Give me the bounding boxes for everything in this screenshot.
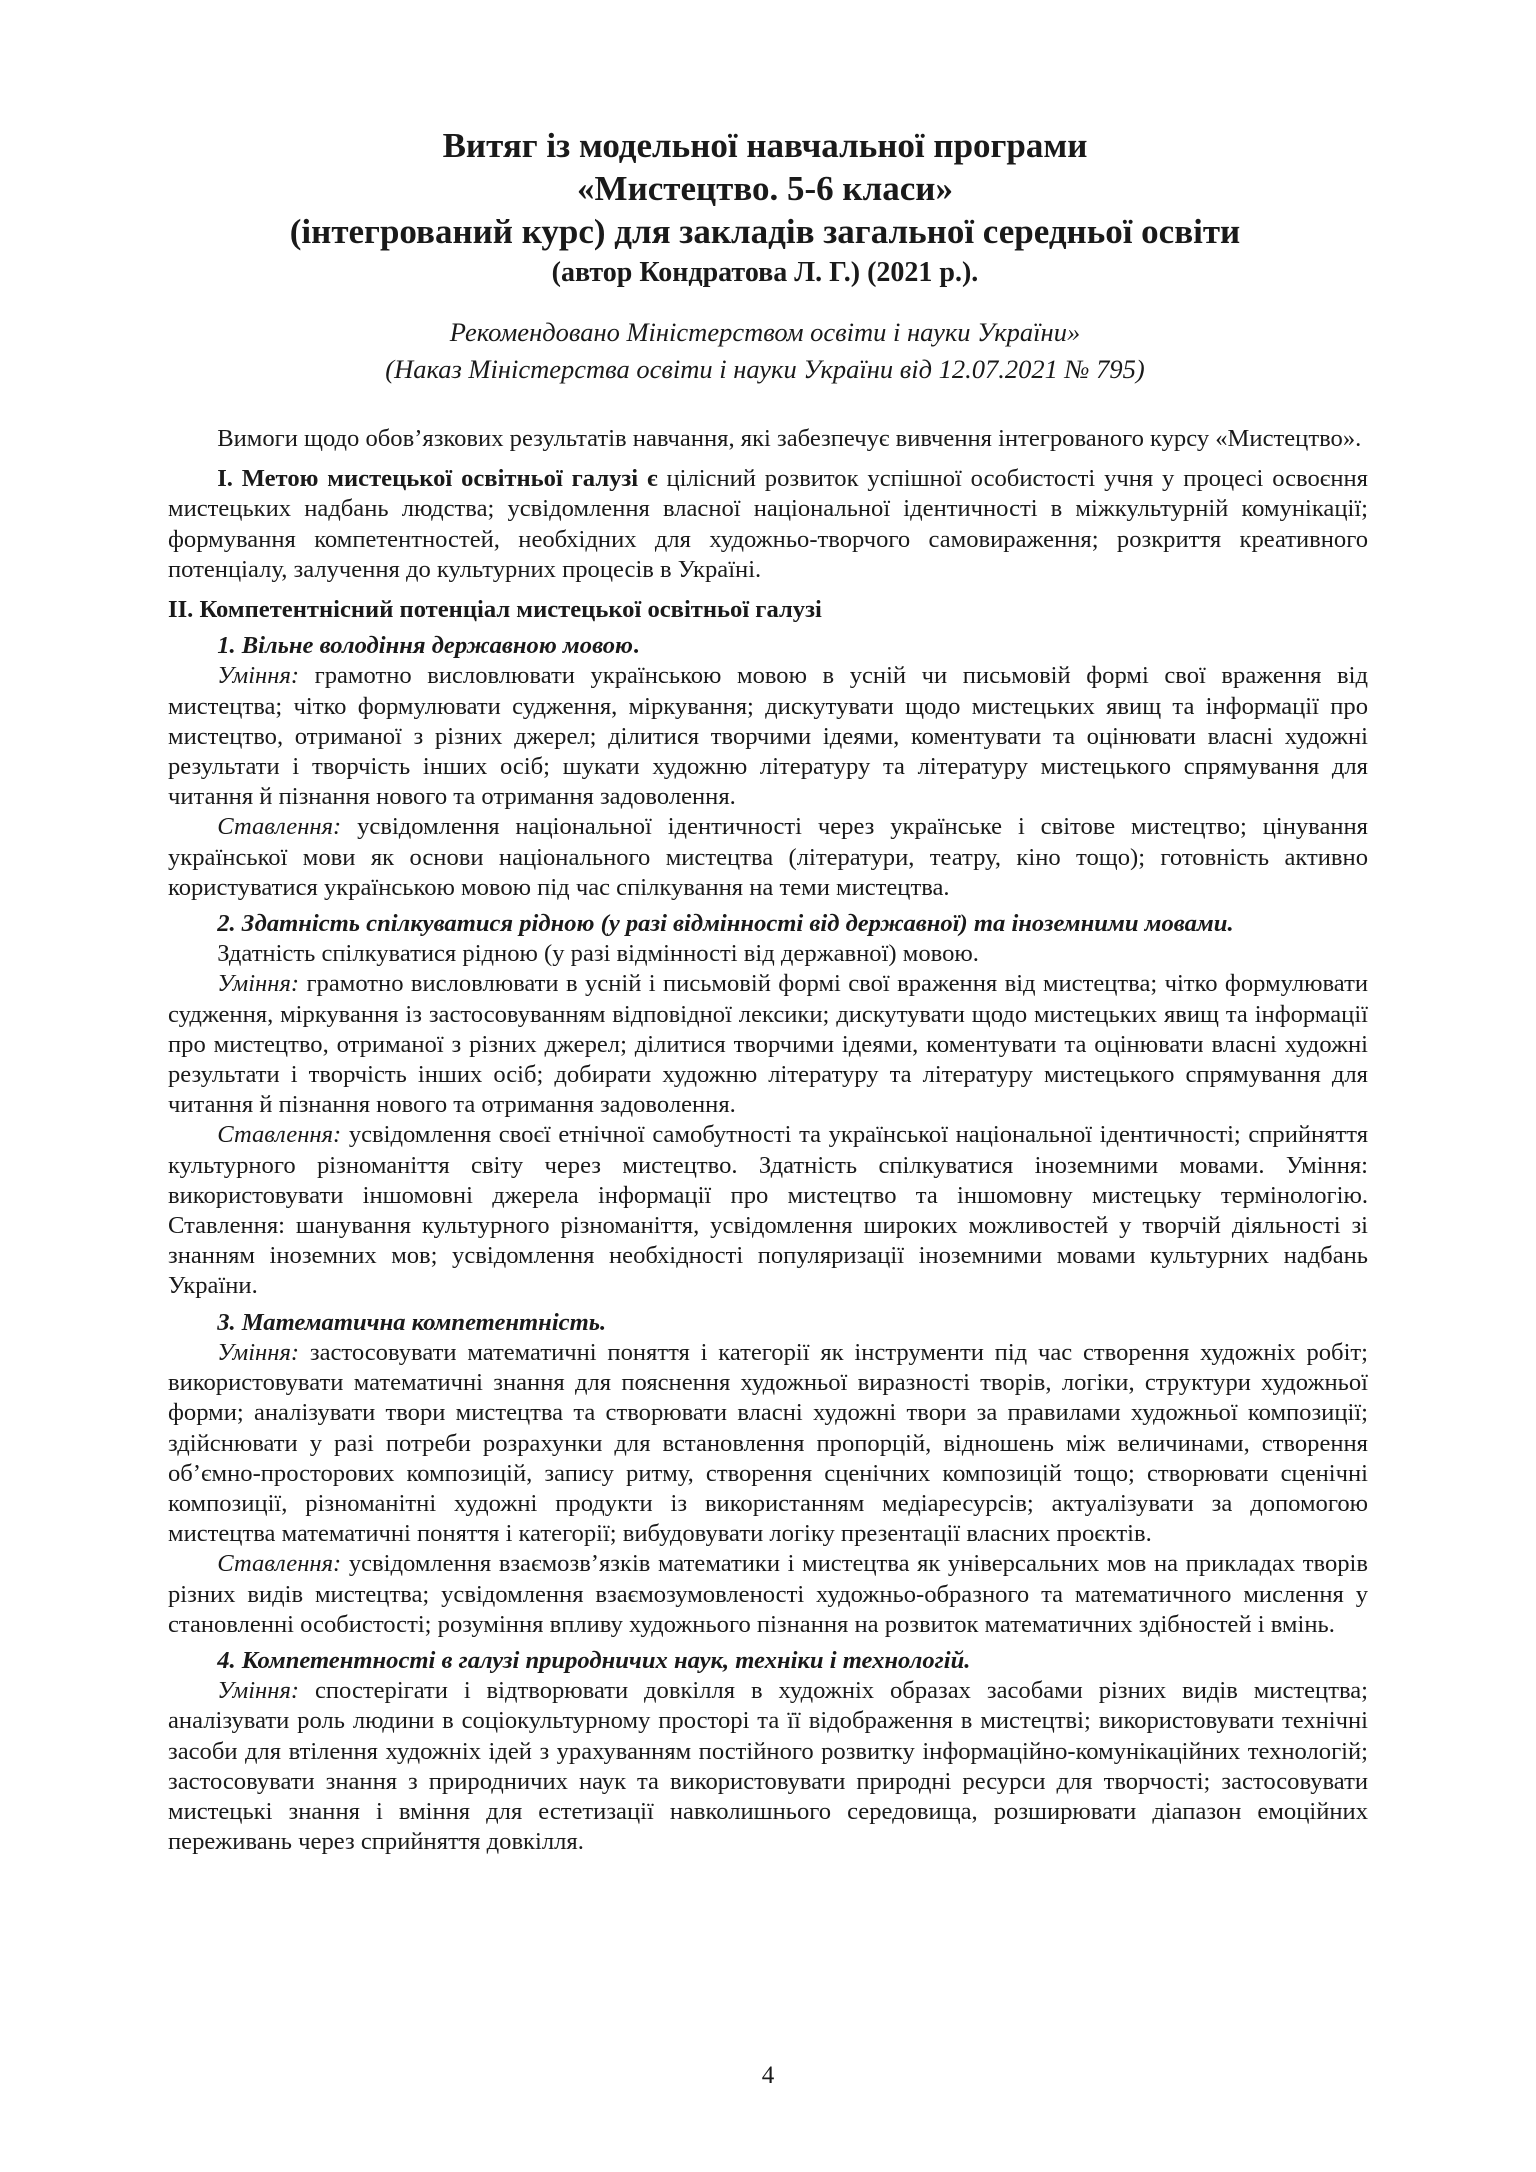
- competence-3-attitude: [168, 1549, 1368, 1640]
- competence-1-title: 1. Вільне володіння державною мовою: [217, 632, 633, 660]
- document-body: [168, 424, 1368, 1857]
- skills-label: Уміння:: [217, 662, 300, 690]
- competence-2-attitude-text: усвідомлення своєї етнічної самобутності та української національної ідентичності; сприйняття культурного різноманіття світу через мистецтво. Здатність спілкуватися іноземними мовами. Уміння: використовувати іншомовні джерела інформації про мистецтво та іншомовну мистецьку термінологію. Ставлення: шанування культурного різноманіття, усвідомлення широких можливостей у творчій діяльності зі знанням іноземних мов; усвідомлення необхідності популяризації іноземними мовами культурних надбань України.: [168, 1121, 1368, 1300]
- competence-2-skills: [168, 969, 1368, 1120]
- recommendation-line-2: (Наказ Міністерства освіти і науки України від 12.07.2021 № 795): [385, 354, 1145, 384]
- intro-paragraph: Вимоги щодо обов’язкових результатів навчання, які забезпечує вивчення інтегрованого курсу «Мистецтво».: [217, 425, 1362, 452]
- attitude-label: Ставлення:: [217, 1550, 342, 1578]
- competence-4-title: 4. Компетентності в галузі природничих наук, техніки і технологій.: [217, 1646, 971, 1674]
- competence-1-attitude: [168, 812, 1368, 903]
- section-2-heading: ІІ. Компетентнісний потенціал мистецької освітньої галузі: [168, 596, 822, 624]
- section-1-paragraph: [168, 464, 1368, 585]
- recommendation-block: [160, 314, 1370, 388]
- skills-label: Уміння:: [217, 1338, 300, 1366]
- competence-3-attitude-text: усвідомлення взаємозв’язків математики і мистецтва як універсальних мов на прикладах творів різних видів мистецтва; усвідомлення взаємозумовленості художньо-образного та математичного мислення у становленні особистості; розуміння впливу художнього пізнання на розвиток математичних здібностей і вмінь.: [168, 1550, 1368, 1638]
- competence-3-skills-text: застосовувати математичні поняття і категорії як інструменти під час створення художніх робіт; використовувати математичні знання для пояснення художньої виразності творів, логіки, структури художньої форми; аналізувати твори мистецтва та створювати власні художні твори за правилами художньої композиції; здійснювати у разі потреби розрахунки для встановлення пропорцій, відношень між величинами, створення об’ємно-просторових композицій, запису ритму, створення сценічних композицій тощо; створювати сценічні композиції, різноманітні художні продукти із використанням медіаресурсів; актуалізувати за допомогою мистецтва математичні поняття і категорії; вибудовувати логіку презентації власних проєктів.: [168, 1338, 1368, 1548]
- attitude-label: Ставлення:: [217, 1121, 342, 1149]
- competence-1-skills: [168, 661, 1368, 812]
- title-block: [160, 124, 1370, 293]
- skills-label: Уміння:: [217, 970, 300, 998]
- section-1-text: цілісний розвиток успішної особистості учня у процесі освоєння мистецьких надбань людства; усвідомлення власної національної ідентичності в міжкультурній комунікації; формування компетентностей, необхідних для художньо-творчого самовираження; розкриття креативного потенціалу, залучення до культурних процесів в Україні.: [168, 465, 1368, 583]
- recommendation-line-1: Рекомендовано Міністерством освіти і науки України»: [449, 317, 1081, 347]
- competence-1-attitude-text: усвідомлення національної ідентичності через українське і світове мистецтво; цінування української мови як основи національного мистецтва (літератури, театру, кіно тощо); готовність активно користуватися українською мовою під час спілкування на теми мистецтва.: [168, 813, 1368, 901]
- competence-3-title: 3. Математична компетентність.: [217, 1308, 607, 1336]
- competence-1-heading: [168, 631, 1368, 661]
- attitude-label: Ставлення:: [217, 813, 342, 841]
- competence-2-attitude: [168, 1120, 1368, 1301]
- competence-2-title: 2. Здатність спілкуватися рідною (у разі відмінності від державної) та іноземними мовами.: [217, 910, 1234, 938]
- competence-2-subline: Здатність спілкуватися рідною (у разі відмінності від державної) мовою.: [217, 940, 979, 968]
- section-1-lead: І. Метою мистецької освітньої галузі є: [217, 465, 658, 493]
- skills-label: Уміння:: [217, 1677, 300, 1705]
- competence-3-heading: [168, 1308, 1368, 1338]
- title-line-2: «Мистецтво. 5-6 класи»: [577, 169, 953, 208]
- title-line-1: Витяг із модельної навчальної програми: [442, 126, 1088, 165]
- competence-2-heading: [168, 909, 1368, 939]
- competence-2-skills-text: грамотно висловлювати в усній і письмовій формі свої враження від мистецтва; чітко формулювати судження, міркування із застосовуванням відповідної лексики; дискутувати щодо мистецьких явищ та інформації про мистецтво, отриманої з різних джерел; ділитися творчими ідеями, коментувати та оцінювати власні художні результати і творчість інших осіб; добирати художню літературу та літературу мистецького спрямування для читання й пізнання нового та отримання задоволення.: [168, 970, 1368, 1119]
- competence-3-skills: [168, 1338, 1368, 1549]
- title-line-3: (інтегрований курс) для закладів загальної середньої освіти: [289, 212, 1241, 251]
- competence-1-title-dot: .: [633, 632, 640, 660]
- competence-4-heading: [168, 1646, 1368, 1676]
- page-number: 4: [761, 2062, 775, 2089]
- competence-4-skills: [168, 1676, 1368, 1857]
- title-line-4: (автор Кондратова Л. Г.) (2021 р.).: [551, 257, 979, 288]
- competence-4-skills-text: спостерігати і відтворювати довкілля в художніх образах засобами різних видів мистецтва; аналізувати роль людини в соціокультурному просторі та її відображення в мистецтві; використовувати технічні засоби для втілення художніх ідей з урахуванням постійного розвитку інформаційно-комунікаційних технологій; застосовувати знання з природничих наук та використовувати природні ресурси для творчості; застосовувати мистецькі знання і вміння для естетизації навколишнього середовища, розширювати діапазон емоційних переживань через сприйняття довкілля.: [168, 1677, 1368, 1856]
- competence-1-skills-text: грамотно висловлювати українською мовою в усній чи письмовій формі свої враження від мистецтва; чітко формулювати судження, міркування; дискутувати щодо мистецьких явищ та інформації про мистецтво, отриманої з різних джерел; ділитися творчими ідеями, коментувати та оцінювати власні художні результати і творчість інших осіб; шукати художню літературу та літературу мистецького спрямування для читання й пізнання нового та отримання задоволення.: [168, 662, 1368, 811]
